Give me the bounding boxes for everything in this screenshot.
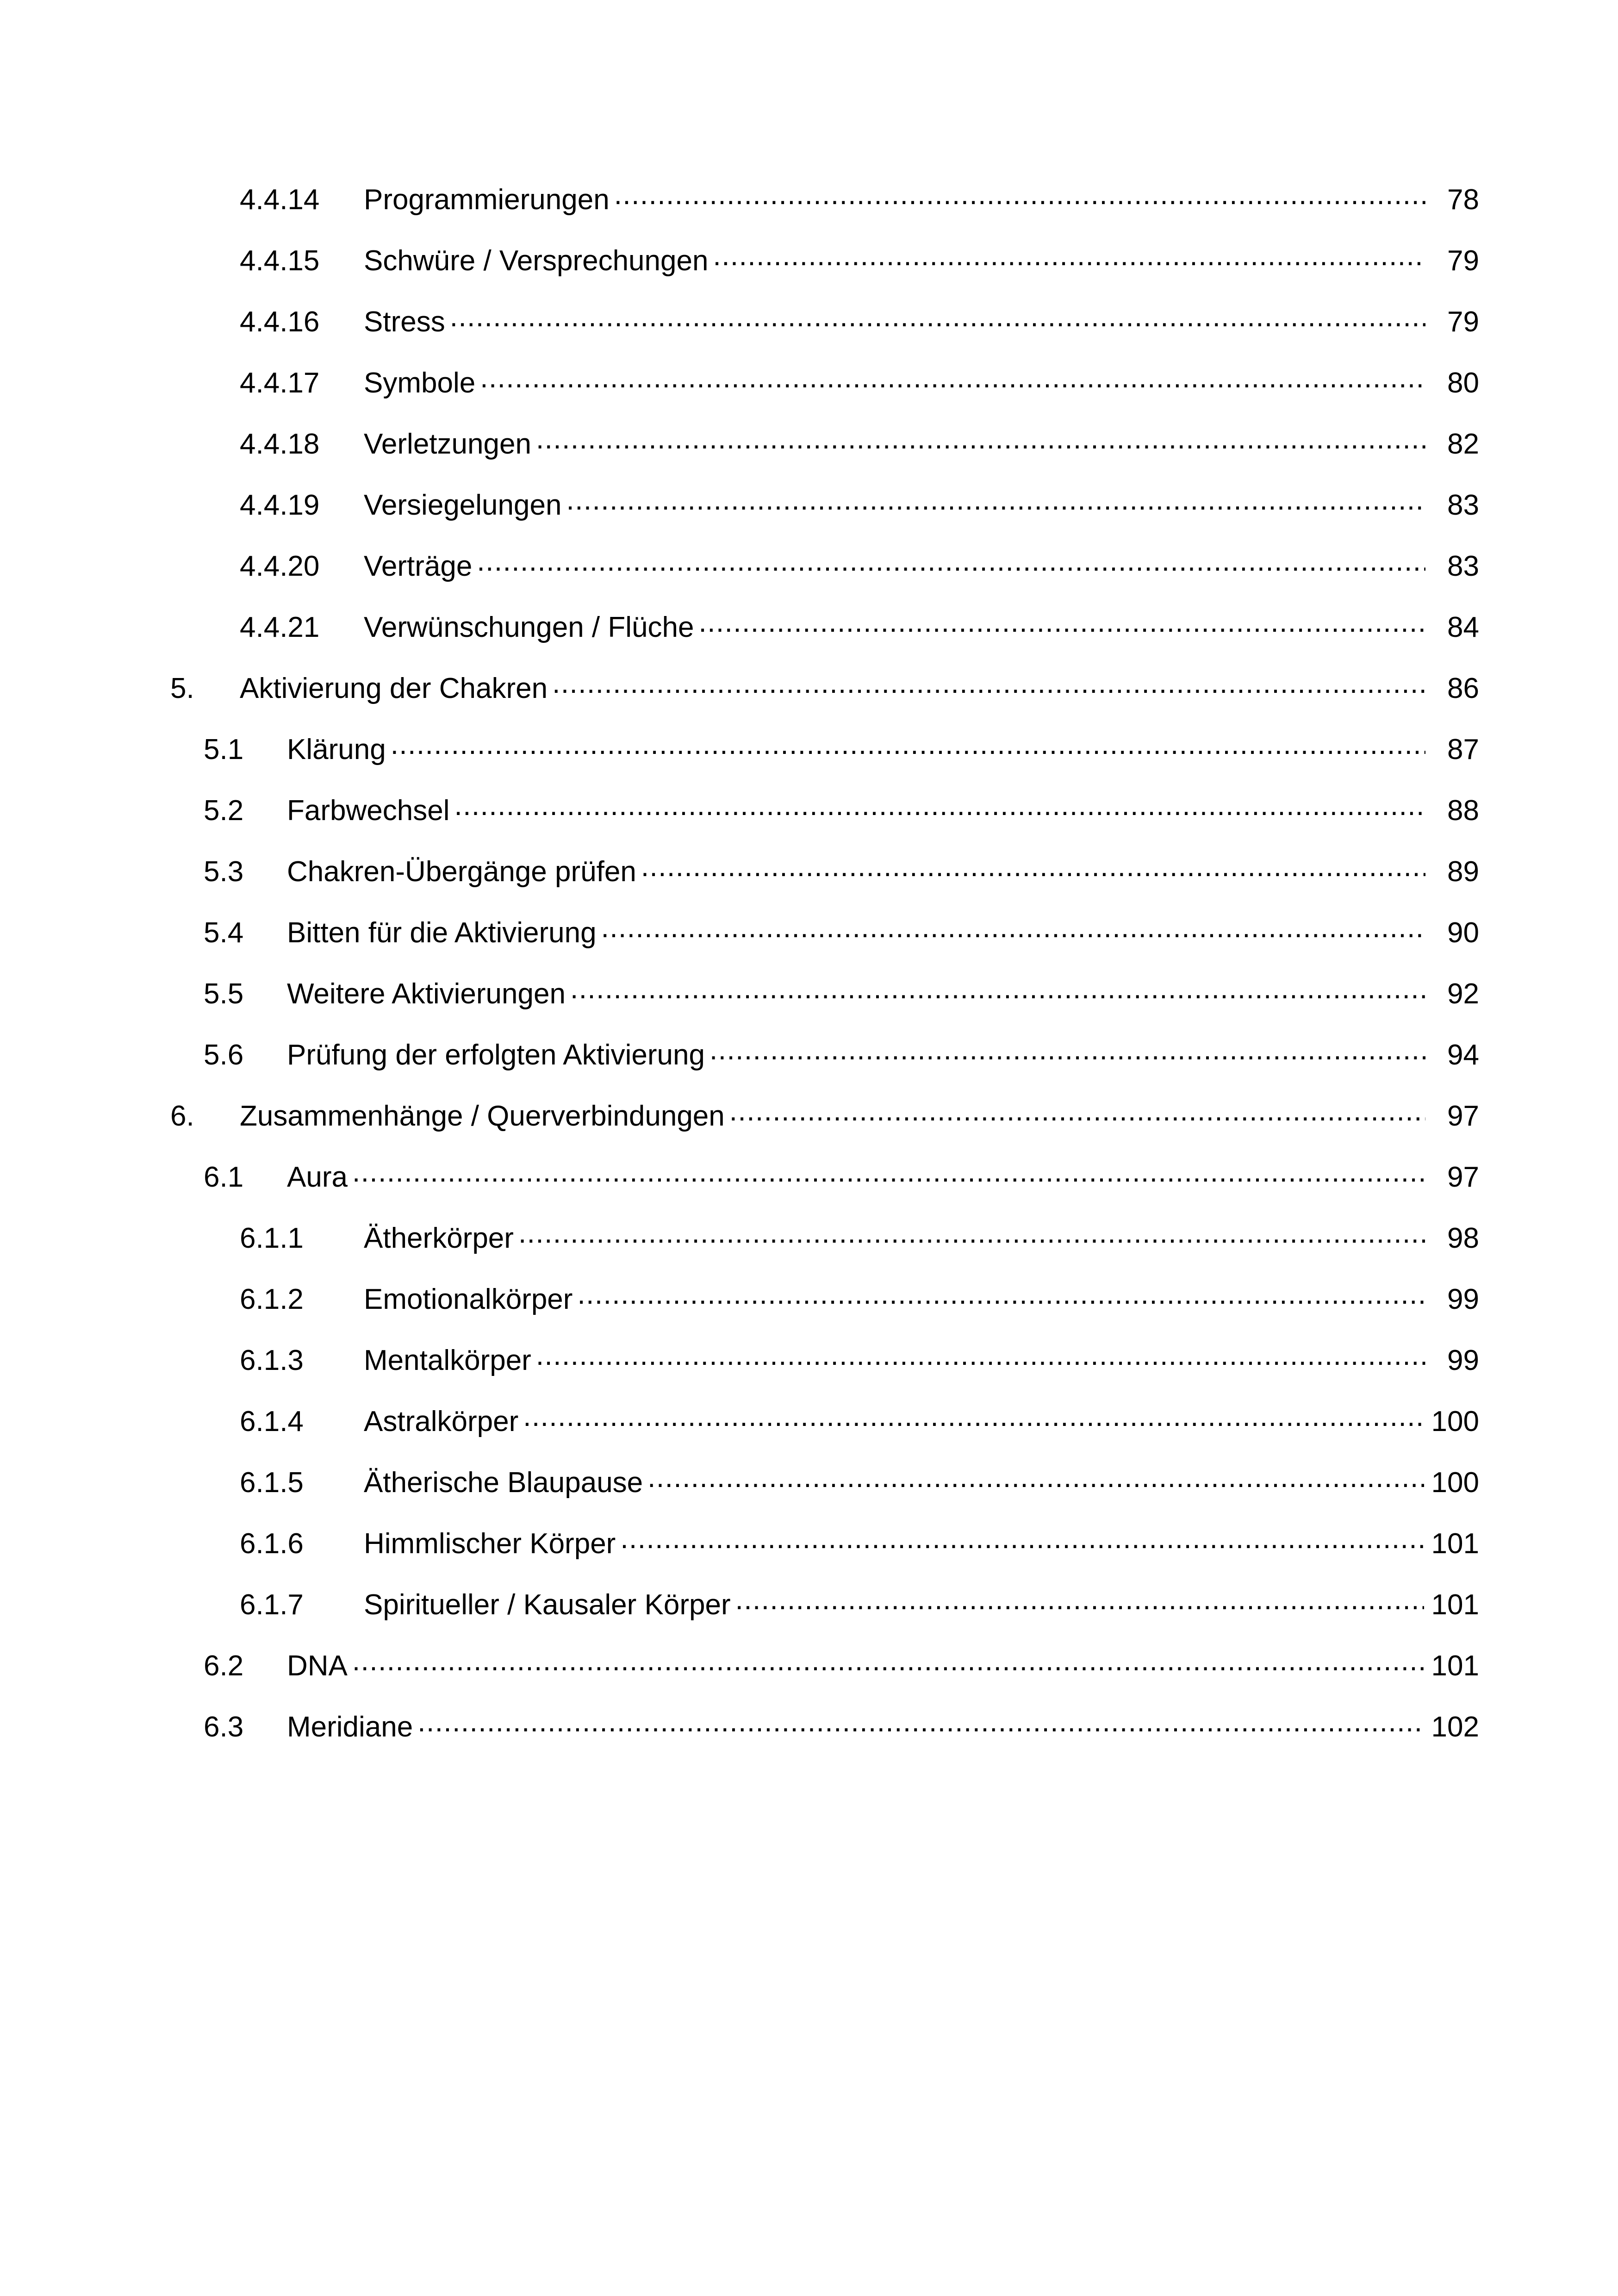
toc-entry-number: 4.4.18 xyxy=(240,428,320,460)
toc-entry-page-number: 98 xyxy=(1447,1222,1479,1254)
toc-entry-label: DNA xyxy=(287,1650,348,1682)
toc-entry-label: Bitten für die Aktivierung xyxy=(287,917,597,949)
toc-leader-dots xyxy=(477,547,1425,576)
toc-entry-number: 4.4.15 xyxy=(240,245,320,277)
toc-entry-number: 6.1.5 xyxy=(240,1467,304,1499)
toc-entry-page-number: 97 xyxy=(1447,1161,1479,1193)
toc-entry-label: Schwüre / Versprechungen xyxy=(364,245,709,277)
toc-entry-label: Astralkörper xyxy=(364,1406,519,1437)
toc-entry-page-number: 97 xyxy=(1447,1100,1479,1132)
toc-entry-page-number: 88 xyxy=(1447,795,1479,827)
toc-leader-dots xyxy=(735,1586,1424,1614)
toc-entry-page-number: 82 xyxy=(1447,428,1479,460)
toc-entry-label: Aktivierung der Chakren xyxy=(240,672,548,704)
toc-entry[interactable] xyxy=(153,1097,1479,1131)
toc-leader-dots xyxy=(713,242,1425,270)
toc-leader-dots xyxy=(454,791,1425,820)
toc-entry-label: Verträge xyxy=(364,550,473,582)
toc-entry-page-number: 83 xyxy=(1447,550,1479,582)
toc-entry[interactable] xyxy=(153,975,1479,1008)
toc-entry-page-number: 101 xyxy=(1431,1528,1479,1560)
toc-entry-page-number: 101 xyxy=(1431,1650,1479,1682)
toc-entry-label: Chakren-Übergänge prüfen xyxy=(287,856,636,888)
toc-entry[interactable] xyxy=(153,730,1479,764)
toc-entry[interactable] xyxy=(153,852,1479,886)
toc-entry-page-number: 79 xyxy=(1447,245,1479,277)
toc-entry-label: Farbwechsel xyxy=(287,795,450,827)
toc-entry-label: Himmlischer Körper xyxy=(364,1528,616,1560)
toc-leader-dots xyxy=(570,975,1425,1003)
toc-entry-page-number: 79 xyxy=(1447,306,1479,338)
toc-entry-label: Symbole xyxy=(364,367,476,399)
toc-entry-number: 6.1.1 xyxy=(240,1222,304,1254)
toc-entry-number: 5.2 xyxy=(204,795,244,827)
toc-entry-number: 6.1.2 xyxy=(240,1283,304,1315)
toc-entry[interactable] xyxy=(153,486,1479,520)
toc-entry-page-number: 87 xyxy=(1447,734,1479,765)
toc-entry[interactable] xyxy=(153,1524,1479,1558)
toc-entry[interactable] xyxy=(153,1463,1479,1497)
toc-entry-page-number: 84 xyxy=(1447,611,1479,643)
toc-entry[interactable] xyxy=(153,1219,1479,1253)
toc-entry[interactable] xyxy=(153,242,1479,275)
toc-entry[interactable] xyxy=(153,914,1479,947)
toc-entry-label: Versiegelungen xyxy=(364,489,562,521)
toc-entry-number: 4.4.16 xyxy=(240,306,320,338)
toc-entry-page-number: 100 xyxy=(1431,1406,1479,1437)
toc-entry-page-number: 99 xyxy=(1447,1283,1479,1315)
toc-entry-label: Ätherische Blaupause xyxy=(364,1467,643,1499)
toc-entry-number: 5. xyxy=(170,672,194,704)
toc-entry-number: 5.3 xyxy=(204,856,244,888)
toc-entry-number: 4.4.14 xyxy=(240,184,320,216)
toc-entry-page-number: 80 xyxy=(1447,367,1479,399)
toc-entry-page-number: 89 xyxy=(1447,856,1479,888)
toc-entry-label: Programmierungen xyxy=(364,184,610,216)
table-of-contents xyxy=(153,180,1479,1742)
toc-entry-number: 4.4.21 xyxy=(240,611,320,643)
toc-entry-label: Zusammenhänge / Querverbindungen xyxy=(240,1100,725,1132)
toc-entry[interactable] xyxy=(153,547,1479,581)
toc-entry-page-number: 102 xyxy=(1431,1711,1479,1743)
toc-entry-page-number: 101 xyxy=(1431,1589,1479,1621)
toc-entry-number: 4.4.19 xyxy=(240,489,320,521)
toc-entry-number: 4.4.20 xyxy=(240,550,320,582)
toc-entry-label: Aura xyxy=(287,1161,348,1193)
toc-entry-label: Meridiane xyxy=(287,1711,413,1743)
toc-leader-dots xyxy=(566,486,1425,515)
toc-leader-dots xyxy=(698,608,1425,637)
toc-leader-dots xyxy=(450,303,1425,331)
toc-entry-number: 6.1.4 xyxy=(240,1406,304,1437)
toc-leader-dots xyxy=(709,1036,1425,1064)
toc-entry-page-number: 78 xyxy=(1447,184,1479,216)
toc-leader-dots xyxy=(523,1402,1424,1431)
toc-leader-dots xyxy=(417,1708,1424,1736)
toc-entry-page-number: 99 xyxy=(1447,1344,1479,1376)
toc-entry-number: 6.1.3 xyxy=(240,1344,304,1376)
toc-leader-dots xyxy=(577,1280,1425,1309)
toc-leader-dots xyxy=(391,730,1425,759)
toc-leader-dots xyxy=(614,180,1425,209)
toc-entry-page-number: 94 xyxy=(1447,1039,1479,1071)
toc-entry-number: 6.1 xyxy=(204,1161,244,1193)
toc-entry[interactable] xyxy=(153,180,1479,214)
toc-leader-dots xyxy=(620,1524,1424,1553)
toc-entry-label: Ätherkörper xyxy=(364,1222,514,1254)
toc-entry-number: 6.1.6 xyxy=(240,1528,304,1560)
toc-leader-dots xyxy=(641,852,1425,881)
toc-entry[interactable] xyxy=(153,364,1479,398)
toc-entry-label: Weitere Aktivierungen xyxy=(287,978,566,1010)
toc-entry-number: 5.6 xyxy=(204,1039,244,1071)
toc-entry-page-number: 83 xyxy=(1447,489,1479,521)
toc-entry-label: Emotionalkörper xyxy=(364,1283,573,1315)
toc-entry-number: 6.3 xyxy=(204,1711,244,1743)
toc-entry-number: 6.2 xyxy=(204,1650,244,1682)
toc-entry-number: 5.5 xyxy=(204,978,244,1010)
toc-entry[interactable] xyxy=(153,1341,1479,1375)
toc-entry[interactable] xyxy=(153,1708,1479,1742)
toc-leader-dots xyxy=(536,425,1425,454)
toc-entry-page-number: 92 xyxy=(1447,978,1479,1010)
toc-leader-dots xyxy=(352,1647,1424,1675)
toc-leader-dots xyxy=(518,1219,1425,1248)
toc-entry-number: 6. xyxy=(170,1100,194,1132)
toc-entry-number: 5.1 xyxy=(204,734,244,765)
toc-entry-label: Mentalkörper xyxy=(364,1344,531,1376)
toc-entry[interactable] xyxy=(153,303,1479,336)
toc-entry-label: Stress xyxy=(364,306,445,338)
toc-entry-page-number: 100 xyxy=(1431,1467,1479,1499)
toc-entry-label: Prüfung der erfolgten Aktivierung xyxy=(287,1039,705,1071)
toc-leader-dots xyxy=(352,1158,1425,1187)
toc-entry[interactable] xyxy=(153,791,1479,825)
toc-entry[interactable] xyxy=(153,1647,1479,1680)
toc-entry-page-number: 86 xyxy=(1447,672,1479,704)
toc-leader-dots xyxy=(536,1341,1425,1370)
toc-entry[interactable] xyxy=(153,1036,1479,1070)
toc-entry-number: 6.1.7 xyxy=(240,1589,304,1621)
toc-entry[interactable] xyxy=(153,1402,1479,1436)
toc-entry-label: Klärung xyxy=(287,734,386,765)
toc-entry[interactable] xyxy=(153,608,1479,642)
toc-leader-dots xyxy=(480,364,1425,392)
toc-entry-number: 5.4 xyxy=(204,917,244,949)
toc-entry-label: Spiritueller / Kausaler Körper xyxy=(364,1589,731,1621)
toc-entry[interactable] xyxy=(153,425,1479,459)
toc-entry[interactable] xyxy=(153,1586,1479,1619)
toc-entry-label: Verwünschungen / Flüche xyxy=(364,611,694,643)
toc-leader-dots xyxy=(729,1097,1425,1126)
toc-leader-dots xyxy=(601,914,1425,942)
toc-entry-number: 4.4.17 xyxy=(240,367,320,399)
toc-entry[interactable] xyxy=(153,669,1479,703)
toc-leader-dots xyxy=(647,1463,1424,1492)
toc-entry-label: Verletzungen xyxy=(364,428,531,460)
toc-entry[interactable] xyxy=(153,1158,1479,1192)
toc-entry[interactable] xyxy=(153,1280,1479,1314)
toc-leader-dots xyxy=(552,669,1425,698)
toc-entry-page-number: 90 xyxy=(1447,917,1479,949)
